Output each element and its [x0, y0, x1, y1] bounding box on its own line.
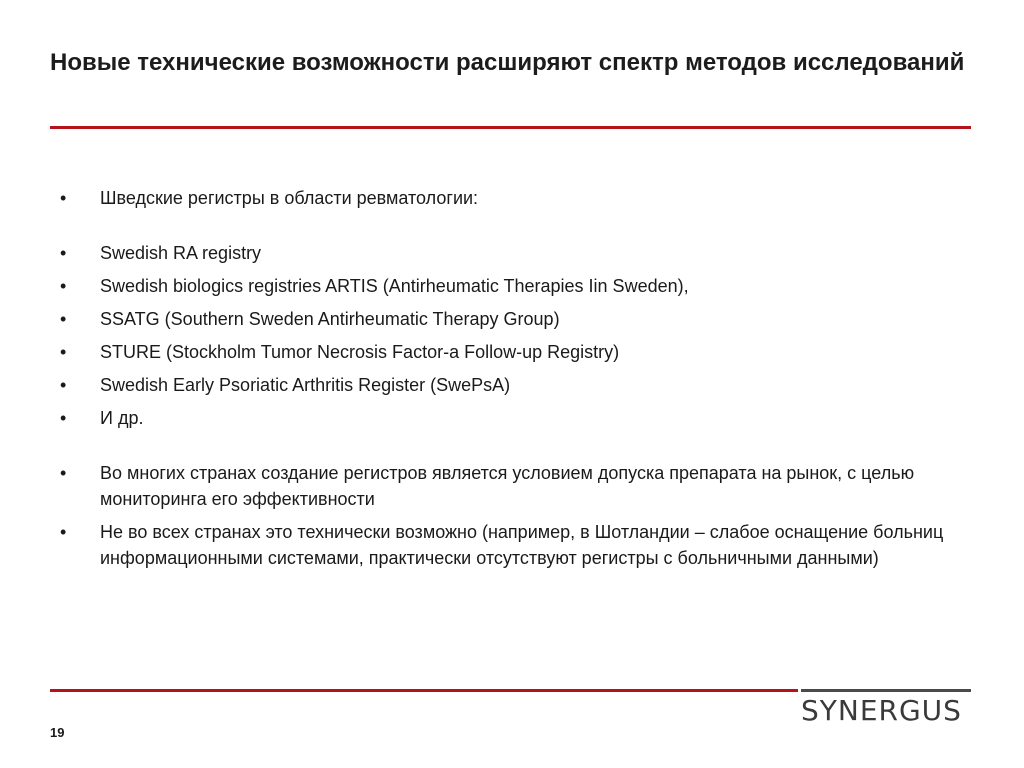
bullet-icon: •: [60, 188, 67, 208]
bullet-text: Swedish biologics registries ARTIS (Antirheumatic Therapies Iin Sweden),: [100, 276, 689, 296]
bullet-icon: •: [60, 375, 67, 395]
bullet-icon: •: [60, 342, 67, 362]
bullet-icon: •: [60, 276, 67, 296]
bullet-item: [50, 339, 980, 365]
bullet-text: Swedish Early Psoriatic Arthritis Register (SwePsA): [100, 375, 511, 395]
bullet-text: SSATG (Southern Sweden Antirheumatic Therapy Group): [100, 309, 560, 329]
title-divider: [50, 126, 971, 129]
bullet-text: Swedish RA registry: [100, 243, 262, 263]
bullet-icon: •: [60, 463, 67, 483]
bullet-icon: •: [60, 522, 67, 542]
bullet-item: [50, 372, 980, 398]
bullet-item: [50, 405, 980, 431]
bullet-text: STURE (Stockholm Tumor Necrosis Factor-a Follow-up Registry): [100, 342, 620, 362]
bullet-icon: •: [60, 309, 67, 329]
footer-divider: [50, 689, 798, 692]
bullet-item: [50, 519, 980, 571]
bullet-text: Во многих странах создание регистров является условием допуска препарата на рынок, с целью мониторинга его эффективности: [100, 463, 915, 509]
logo-text: SYNERGUS: [801, 694, 962, 727]
bullet-item: [50, 240, 980, 266]
slide-title: Новые технические возможности расширяют спектр методов исследований: [50, 49, 965, 76]
bullet-text: Не во всех странах это технически возможно (например, в Шотландии – слабое оснащение больниц информационными системами, практически отсутствуют регистры с больничными данными): [100, 522, 944, 568]
bullet-text: Шведские регистры в области ревматологии:: [100, 188, 479, 208]
synergus-logo: [801, 689, 971, 727]
bullet-icon: •: [60, 408, 67, 428]
page-number: 19: [50, 725, 65, 740]
bullet-icon: •: [60, 243, 67, 263]
bullet-item: [50, 185, 980, 211]
bullet-item: [50, 460, 980, 512]
bullet-list: [50, 185, 980, 578]
logo-rule: [801, 689, 971, 692]
bullet-item: [50, 273, 980, 299]
bullet-item: [50, 306, 980, 332]
bullet-text: И др.: [100, 408, 144, 428]
